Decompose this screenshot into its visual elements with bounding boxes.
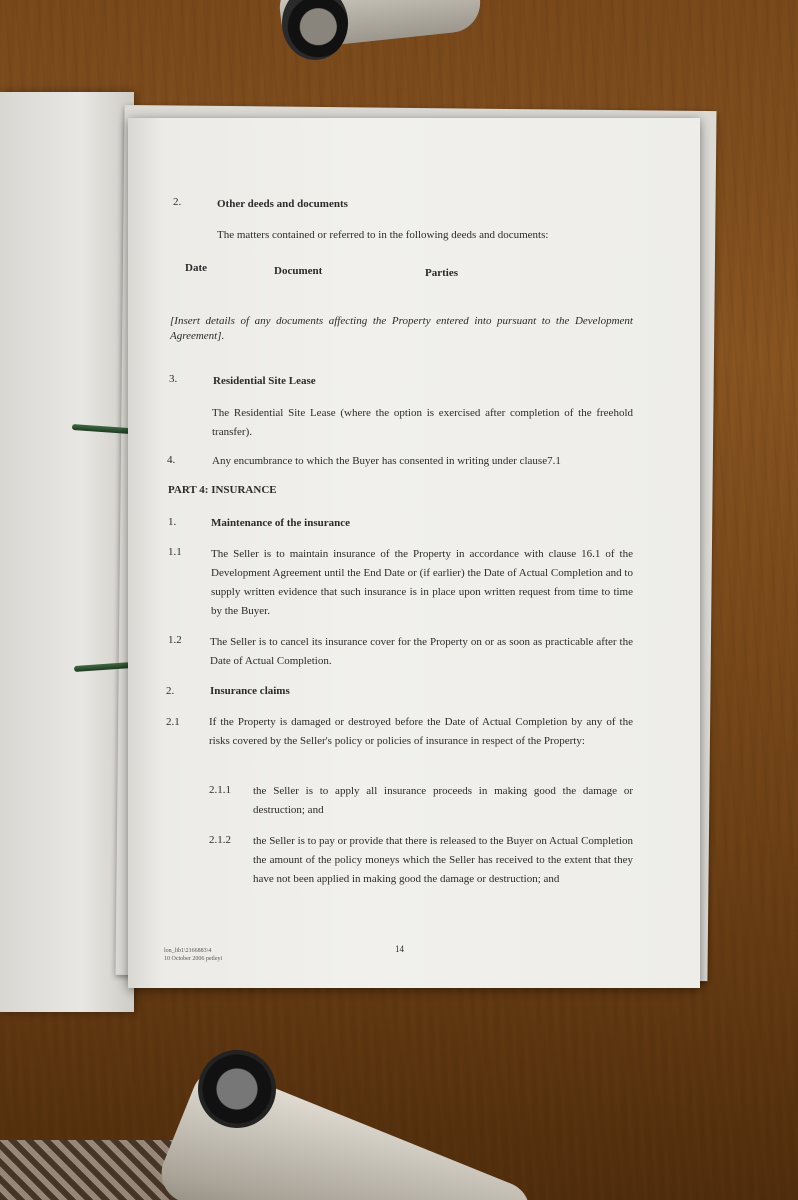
footer-reference-line-1: lon_lib1\2166883\4 [164,948,212,954]
clause-2-1-1-body: the Seller is to apply all insurance proceeds in making good the damage or destruction; and [253,785,633,816]
clause-1-2-number: 1.2 [168,634,182,646]
clause-2-heading: Insurance claims [210,685,290,697]
clause-2-1-1-number: 2.1.1 [209,784,231,796]
section-3-heading: Residential Site Lease [213,375,316,387]
clause-1-heading: Maintenance of the insurance [211,517,351,529]
section-2-number: 2. [173,196,182,208]
section-4-body: Any encumbrance to which the Buyer has consented in writing under clause7.1 [212,455,561,467]
table-header-date: Date [185,262,207,274]
marker-pen-top-cap [282,0,348,60]
clause-1-number: 1. [168,516,177,528]
page-number: 14 [395,944,404,954]
clause-2-number: 2. [166,685,175,697]
section-2-heading: Other deeds and documents [217,198,348,210]
clause-1-1-body: The Seller is to maintain insurance of the Property in accordance with clause 16.1 of the Development Agreement until the End Date or (if earlier) the Date of Actual Completion and to supply written evidence that such insurance is in place upon written request from time to time by the Buyer. [211,548,633,617]
table-header-parties: Parties [425,267,458,279]
document-page [128,118,700,988]
section-3-number: 3. [169,373,178,385]
section-3-body: The Residential Site Lease (where the option is exercised after completion of the freehold transfer). [212,407,633,438]
left-binder-page [0,92,134,1012]
clause-2-1-2-body: the Seller is to pay or provide that there is released to the Buyer on Actual Completion the amount of the policy moneys which the Seller has received to the extent that they have not been applied in making good the damage or destruction; and [253,835,634,885]
clause-2-1-2-number: 2.1.2 [209,834,231,846]
insert-details-note: [Insert details of any documents affecting the Property entered into pursuant to the Development Agreement]. [170,315,633,342]
clause-1-2-body: The Seller is to cancel its insurance cover for the Property on or as soon as practicable after the Date of Actual Completion. [210,636,633,667]
section-4-number: 4. [167,454,176,466]
clause-1-1-number: 1.1 [168,546,182,558]
part-4-title: PART 4: INSURANCE [168,484,277,496]
footer-reference-line-2: 10 October 2006 petleyi [164,956,223,962]
clause-2-1-body: If the Property is damaged or destroyed before the Date of Actual Completion by any of the risks covered by the Seller's policy or policies of insurance in respect of the Property: [209,716,633,747]
section-2-intro: The matters contained or referred to in the following deeds and documents: [217,229,549,241]
clause-2-1-number: 2.1 [166,716,180,728]
marker-pen-bottom-cap [198,1050,276,1128]
table-header-document: Document [274,265,323,277]
